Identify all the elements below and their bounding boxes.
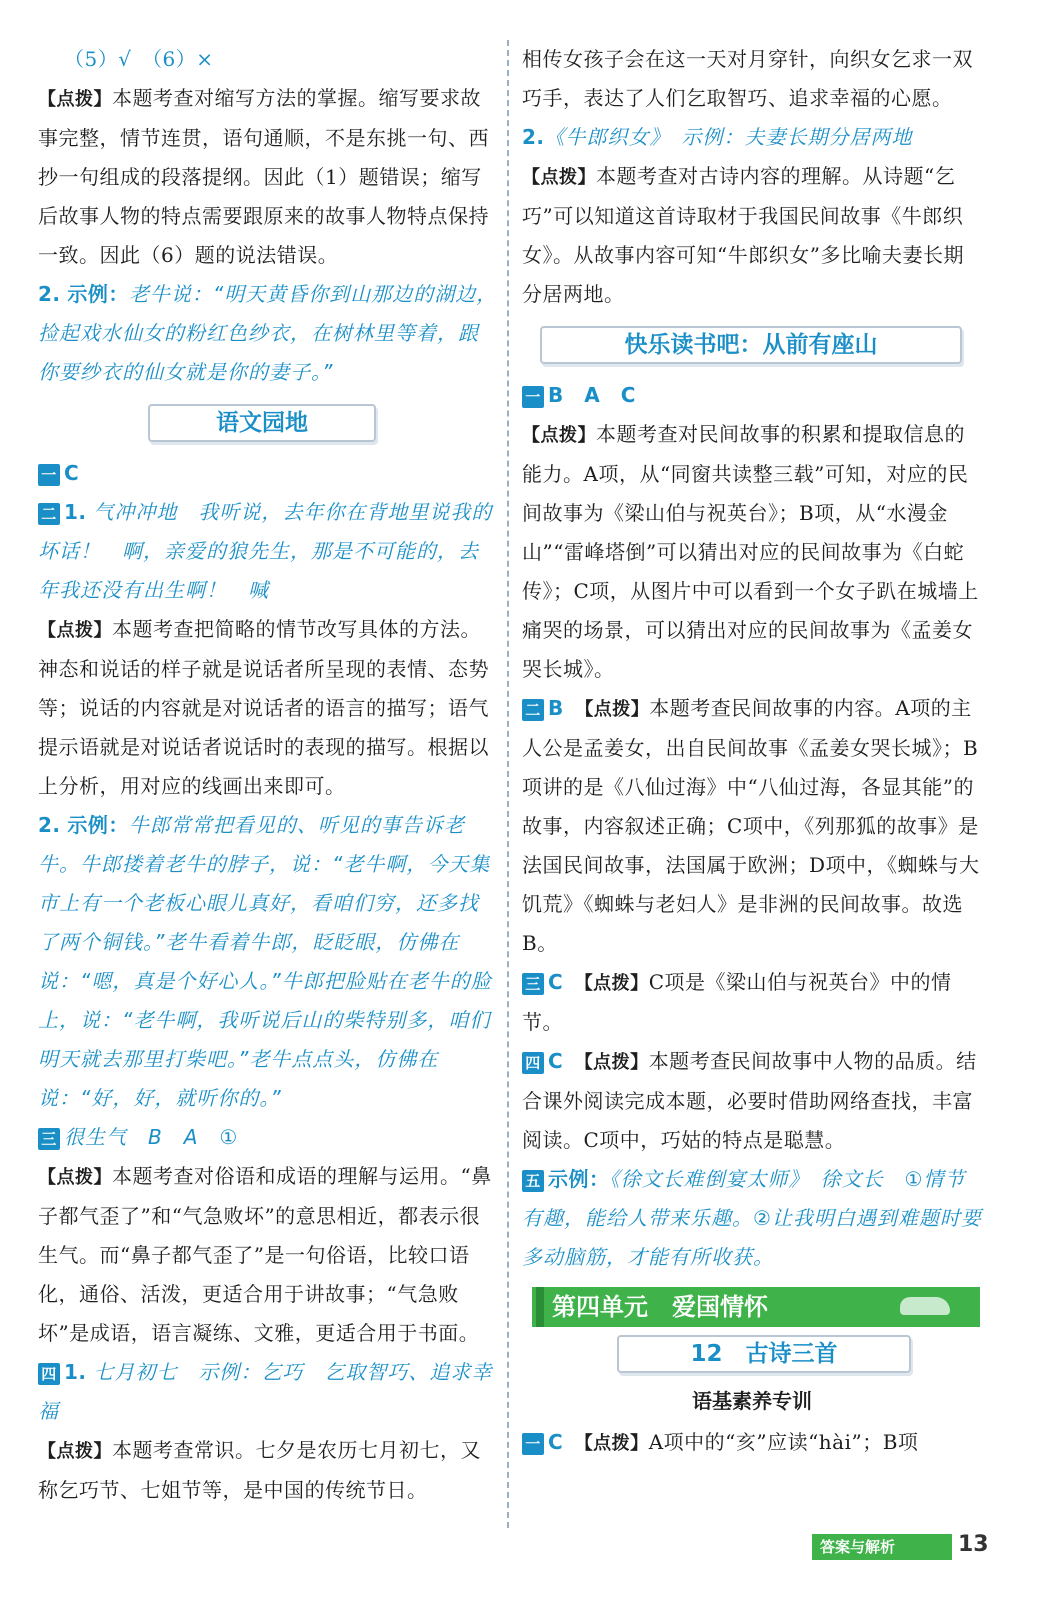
answer-4	[38, 1353, 498, 1431]
dianbo-label: 【点拨】	[583, 1433, 649, 1454]
number-box: 三	[522, 973, 544, 995]
answer-4	[522, 1042, 982, 1160]
answer-text: B	[548, 696, 564, 720]
dianbo-label: 【点拨】	[38, 89, 112, 110]
question-2b	[38, 806, 498, 1118]
answer-text: C	[548, 1430, 564, 1454]
top-answer: （5）√ （6）×	[64, 47, 214, 71]
number-box: 二	[522, 699, 544, 721]
answer-1	[38, 454, 498, 493]
explanation-text: 本题考查把简略的情节改写具体的方法。神态和说话的样子就是说话者所呈现的表情、态势等；说话的内容就是对说话者的语言的描写；语气提示语就是对说话者说话时的表现的描写。根据以上分析，用对应的线画出来即可。	[38, 617, 489, 798]
explanation-2	[38, 610, 498, 806]
example-label: 示例：	[67, 282, 129, 306]
unit-title: 第四单元 爱国情怀	[552, 1293, 768, 1321]
section-title-yuwen: 语文园地	[148, 404, 376, 442]
unit-banner	[532, 1287, 980, 1327]
answer-handwriting: 很生气 B A ①	[64, 1125, 239, 1149]
dianbo-label: 【点拨】	[38, 1441, 112, 1462]
question-number: 1.	[64, 500, 87, 524]
answer-handwriting: 七月初七 示例：乞巧 乞取智巧、追求幸福	[38, 1360, 493, 1423]
lesson-title: 12 古诗三首	[617, 1335, 911, 1373]
right-column	[522, 40, 982, 1463]
answer-1	[522, 376, 982, 415]
explanation-text: 本题考查常识。七夕是农历七月初七，又称乞巧节、七姐节等，是中国的传统节日。	[38, 1438, 481, 1502]
answer-2	[522, 689, 982, 963]
question-2	[38, 275, 498, 392]
question-number: 2.	[522, 125, 545, 149]
answer-handwriting: 《牛郎织女》 示例：夫妻长期分居两地	[544, 125, 913, 149]
explanation-0: 相传女孩子会在这一天对月穿针，向织女乞求一双巧手，表达了人们乞取智巧、追求幸福的心愿。	[522, 47, 973, 110]
page-footer	[812, 1534, 1012, 1560]
answer-3	[522, 963, 982, 1042]
dianbo-label: 【点拨】	[522, 425, 596, 446]
page-number: 13	[958, 1532, 989, 1557]
answer-2	[38, 493, 498, 610]
explanation-text: 本题考查对缩写方法的掌握。缩写要求故事完整，情节连贯，语句通顺，不是东挑一句、西抄一句组成的段落提纲。因此（1）题错误；缩写后故事人物的特点需要跟原来的故事人物特点保持一致。因此（6）题的说法错误。	[38, 86, 489, 267]
explanation-text: 本题考查对古诗内容的理解。从诗题“乞巧”可以知道这首诗取材于我国民间故事《牛郎织女》。从故事内容可知“牛郎织女”多比喻夫妻长期分居两地。	[522, 164, 964, 306]
dianbo-label: 【点拨】	[38, 1167, 112, 1188]
explanation-text: C项是《梁山伯与祝英台》中的情节。	[522, 970, 952, 1034]
footer-label: 答案与解析	[812, 1534, 952, 1560]
car-icon	[900, 1297, 950, 1315]
explanation-1	[522, 157, 982, 314]
explanation-text: A项中的“亥”应读“hài”；B项	[648, 1430, 919, 1454]
answer-c1	[522, 1423, 982, 1463]
number-box: 五	[522, 1170, 544, 1192]
question-number: 1.	[64, 1360, 87, 1384]
explanation-text: 本题考查对俗语和成语的理解与运用。“鼻子都气歪了”和“气急败坏”的意思相近，都表示很生气。而“鼻子都气歪了”是一句俗语，比较口语化，通俗、活泼，更适合用于讲故事；“气急败坏”是成语，语言凝练、文雅，更适合用于书面。	[38, 1164, 492, 1345]
explanation-text: 本题考查对民间故事的积累和提取信息的能力。A项，从“同窗共读整三载”可知，对应的民间故事为《梁山伯与祝英台》；B项，从“水漫金山”“雷峰塔倒”可以猜出对应的民间故事为《白蛇传》；C项，从图片中可以看到一个女子趴在城墙上痛哭的场景，可以猜出对应的民间故事为《孟姜女哭长城》。	[522, 422, 979, 681]
explanation-2	[522, 415, 982, 689]
explanation-text: 本题考查民间故事的内容。A项的主人公是孟姜女，出自民间故事《孟姜女哭长城》；B项讲的是《八仙过海》中“八仙过海，各显其能”的故事，内容叙述正确；C项中，《列那狐的故事》是法国民间故事，法国属于欧洲；D项中，《蜘蛛与大饥荒》《蜘蛛与老妇人》是非洲的民间故事。故选B。	[522, 696, 980, 955]
answer-handwriting: 气冲冲地 我听说，去年你在背地里说我的坏话！ 啊，亲爱的狼先生，那是不可能的，去年我还没有出生啊！ 喊	[38, 500, 493, 602]
answer-3	[38, 1118, 498, 1157]
answer-5	[522, 1160, 982, 1277]
answer-text: C	[548, 1049, 564, 1073]
example-label: 示例：	[548, 1167, 610, 1191]
subsection-title: 语基素养专训	[692, 1389, 812, 1413]
number-box: 二	[38, 503, 60, 525]
answer-handwriting: 老牛说：“明天黄昏你到山那边的湖边，捡起戏水仙女的粉红色纱衣，在树林里等着，跟你要纱衣的仙女就是你的妻子。”	[38, 282, 498, 384]
question-number: 2.	[38, 813, 61, 837]
dianbo-label: 【点拨】	[522, 167, 596, 188]
dianbo-label: 【点拨】	[583, 973, 649, 994]
explanation-3	[38, 1157, 498, 1353]
answer-text: C	[548, 970, 564, 994]
explanation-4	[38, 1431, 498, 1510]
explanation-1	[38, 79, 498, 275]
number-box: 一	[38, 464, 60, 486]
question-number: 2.	[38, 282, 61, 306]
dianbo-label: 【点拨】	[584, 699, 650, 720]
example-label: 示例：	[67, 813, 129, 837]
section-title-kuaile: 快乐读书吧：从前有座山	[540, 326, 962, 364]
answer-handwriting: 牛郎常常把看见的、听见的事告诉老牛。牛郎搂着老牛的脖子，说：“老牛啊，今天集市上有一个老板心眼儿真好，看咱们穷，还多找了两个铜钱。”老牛看着牛郎，眨眨眼，仿佛在说：“嗯，真是个好心人。”牛郎把脸贴在老牛的脸上，说：“老牛啊，我听说后山的柴特别多，咱们明天就去那里打柴吧。”老牛点点头，仿佛在说：“好，好，就听你的。”	[38, 813, 492, 1110]
number-box: 四	[522, 1052, 544, 1074]
question-2	[522, 118, 982, 157]
left-column	[38, 40, 498, 1510]
answer-handwriting: 《徐文长难倒宴太师》 徐文长 ①情节有趣，能给人带来乐趣。②让我明白遇到难题时要多动脑筋，才能有所收获。	[522, 1167, 982, 1269]
dianbo-label: 【点拨】	[583, 1052, 649, 1073]
banner-stripe	[536, 1287, 544, 1327]
answer-text: B A C	[548, 383, 636, 407]
dianbo-label: 【点拨】	[38, 620, 112, 641]
column-divider	[507, 40, 509, 1528]
answer-text: C	[64, 461, 80, 485]
number-box: 三	[38, 1128, 60, 1150]
number-box: 一	[522, 1433, 544, 1455]
explanation-text: 本题考查民间故事中人物的品质。结合课外阅读完成本题，必要时借助网络查找，丰富阅读。C项中，巧姑的特点是聪慧。	[522, 1049, 977, 1152]
number-box: 一	[522, 386, 544, 408]
number-box: 四	[38, 1363, 60, 1385]
